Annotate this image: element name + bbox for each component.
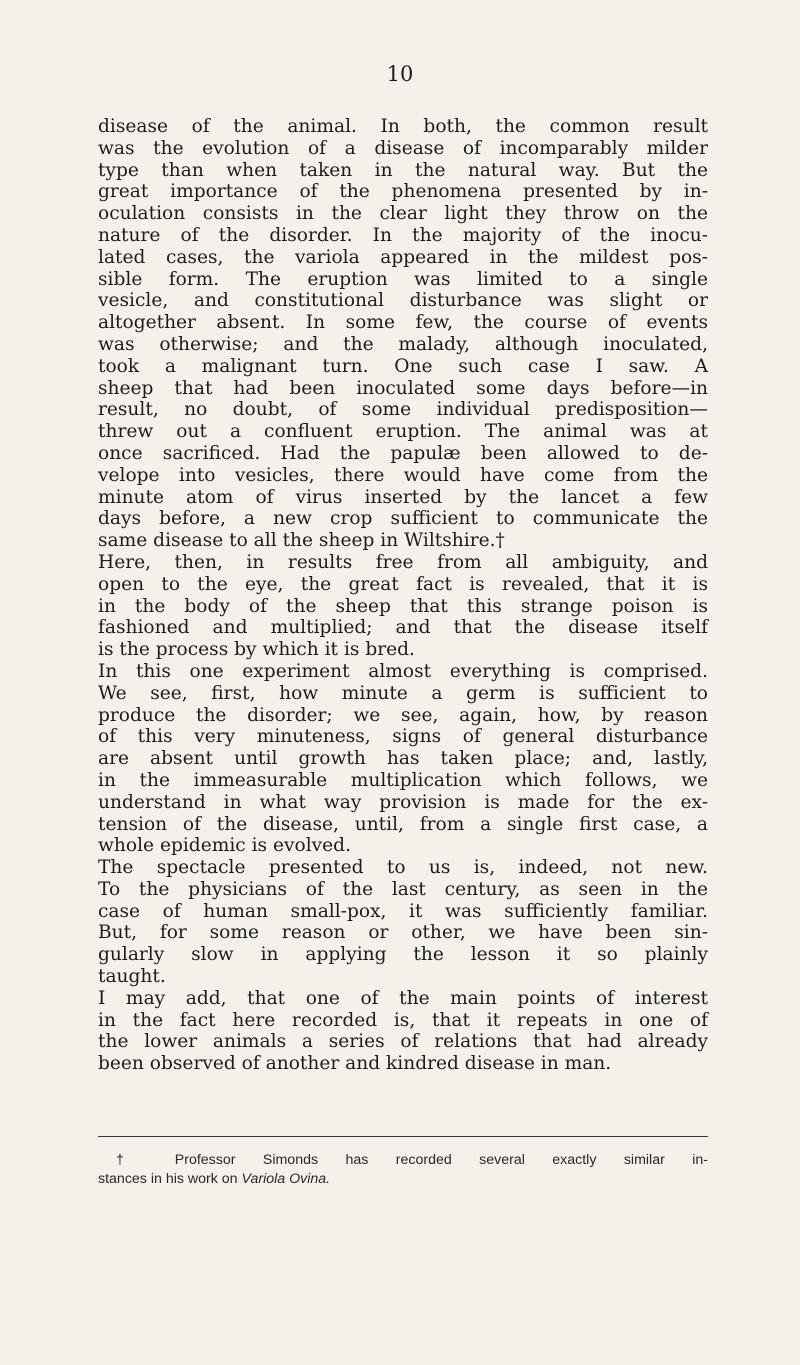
body-text xyxy=(98,116,708,1075)
footnote-divider xyxy=(98,1136,708,1137)
text-line: are absent until growth has taken place; and, lastly, xyxy=(98,748,708,770)
text-line: altogether absent. In some few, the course of events xyxy=(98,312,708,334)
text-line: in the immeasurable multiplication which follows, we xyxy=(98,769,708,791)
text-line: vesicle, and constitutional disturbance was slight or xyxy=(98,290,708,312)
text-line: of this very minuteness, signs of general disturbance xyxy=(98,726,708,748)
text-line: tension of the disease, until, from a single first case, a xyxy=(98,813,708,835)
text-line: lated cases, the variola appeared in the mildest pos- xyxy=(98,246,708,268)
text-line: produce the disorder; we see, again, how, by reason xyxy=(98,704,708,726)
text-line: To the physicians of the last century, as seen in the xyxy=(98,878,708,900)
text-line: was otherwise; and the malady, although inoculated, xyxy=(98,333,708,355)
text-line: once sacrificed. Had the papulæ been allowed to de- xyxy=(98,442,708,464)
footnote xyxy=(98,1151,708,1189)
footnote-book-title: Variola Ovina. xyxy=(241,1171,331,1187)
text-line: fashioned and multiplied; and that the disease itself xyxy=(98,617,708,639)
text-line: velope into vesicles, there would have come from the xyxy=(98,464,708,486)
text-line: oculation consists in the clear light they throw on the xyxy=(98,203,708,225)
text-line: taught. xyxy=(98,966,166,988)
text-line: took a malignant turn. One such case I saw. A xyxy=(98,355,708,377)
text-line: case of human small-pox, it was sufficiently familiar. xyxy=(98,900,708,922)
text-line: Here, then, in results free from all ambiguity, and xyxy=(98,551,708,573)
page-number: 10 xyxy=(386,62,414,86)
footnote-line xyxy=(98,1170,708,1189)
text-line: sheep that had been inoculated some days before—in xyxy=(98,377,708,399)
text-line: the lower animals a series of relations that had already xyxy=(98,1031,708,1053)
footnote-line: † Professor Simonds has recorded several exactly similar in- xyxy=(116,1152,708,1168)
text-line: I may add, that one of the main points of interest xyxy=(98,987,708,1009)
text-line: In this one experiment almost everything is comprised. xyxy=(98,660,708,682)
text-line: great importance of the phenomena presented by in- xyxy=(98,181,708,203)
text-line: result, no doubt, of some individual predisposition— xyxy=(98,399,708,421)
footnote-text: stances in his work on xyxy=(98,1171,242,1187)
text-line: sible form. The eruption was limited to a single xyxy=(98,268,708,290)
text-line: in the fact here recorded is, that it repeats in one of xyxy=(98,1009,708,1031)
text-line: type than when taken in the natural way. But the xyxy=(98,159,708,181)
text-line: days before, a new crop sufficient to communicate the xyxy=(98,508,708,530)
text-line: But, for some reason or other, we have been sin- xyxy=(98,922,708,944)
text-line: gularly slow in applying the lesson it so plainly xyxy=(98,944,708,966)
text-line: nature of the disorder. In the majority of the inocu- xyxy=(98,224,708,246)
text-line: threw out a confluent eruption. The animal was at xyxy=(98,421,708,443)
text-line: is the process by which it is bred. xyxy=(98,639,415,661)
text-line: open to the eye, the great fact is revealed, that it is xyxy=(98,573,708,595)
text-line: The spectacle presented to us is, indeed, not new. xyxy=(98,857,708,879)
text-line: We see, first, how minute a germ is sufficient to xyxy=(98,682,708,704)
text-line: disease of the animal. In both, the common result xyxy=(98,116,708,137)
text-line: whole epidemic is evolved. xyxy=(98,835,351,857)
text-line: been observed of another and kindred disease in man. xyxy=(98,1053,612,1075)
text-line: in the body of the sheep that this strange poison is xyxy=(98,595,708,617)
text-line: same disease to all the sheep in Wiltshire.† xyxy=(98,530,505,552)
text-line: understand in what way provision is made for the ex- xyxy=(98,791,708,813)
text-line: was the evolution of a disease of incomparably milder xyxy=(98,137,708,159)
text-line: minute atom of virus inserted by the lancet a few xyxy=(98,486,708,508)
